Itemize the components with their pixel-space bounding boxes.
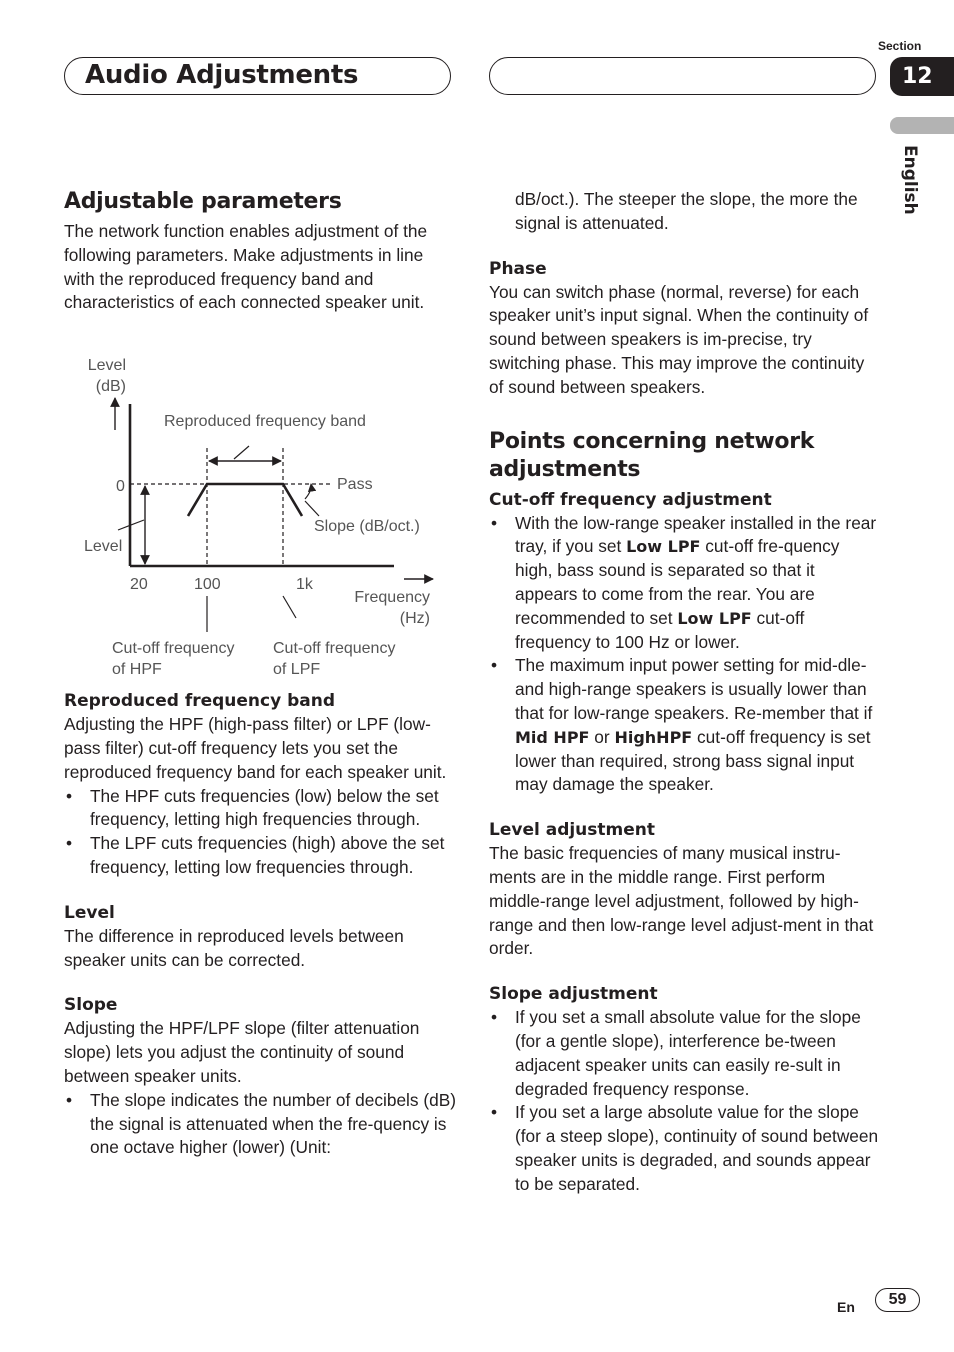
heading-adjustable-parameters: Adjustable parameters	[64, 189, 342, 214]
list-item: • The LPF cuts frequencies (high) above the set frequency, letting low frequencies through.	[64, 832, 456, 880]
response-curve	[188, 484, 302, 516]
language-label: English	[900, 145, 920, 215]
section-number-badge: 12	[890, 57, 954, 96]
list-item: • The maximum input power setting for mid-dle- and high-range speakers is usually lower than that for low-range speakers. Re-member that if Mid HPF or HighHPF cut-off frequency is set lower than required, strong bass signal input may damage the speaker.	[489, 654, 881, 797]
setting-mid-hpf: Mid HPF	[515, 727, 590, 747]
phase-paragraph: You can switch phase (normal, reverse) for each speaker unit’s input signal. When the continuity of sound between speakers is im-precise, try switching phase. This may improve the continuity of sound between speakers.	[489, 281, 869, 397]
lpf-label-line1: Cut-off frequency	[273, 640, 396, 657]
frequency-band-diagram	[64, 348, 456, 698]
setting-high-hpf: HighHPF	[614, 727, 693, 747]
heading-points-network: Points concerning network adjustments	[489, 428, 815, 482]
heading-cutoff-adjustment: Cut-off frequency adjustment	[489, 489, 772, 510]
slope-list	[64, 1089, 456, 1160]
frequency-axis-label: Frequency	[354, 589, 430, 606]
slope-continuation: dB/oct.). The steeper the slope, the more the signal is attenuated.	[515, 189, 858, 233]
level-adjustment-paragraph: The basic frequencies of many musical instru-ments are in the middle range. First perform middle-range level adjustment, followed by high-range and then low-range level adjust-ment in that order.	[489, 843, 874, 959]
language-tab	[890, 117, 954, 134]
frequency-axis-unit: (Hz)	[399, 610, 430, 627]
setting-low-lpf: Low LPF	[677, 608, 752, 628]
title-bar	[64, 57, 451, 95]
tick-label-20: 20	[130, 576, 148, 593]
right-column	[489, 188, 881, 1197]
page-title: Audio Adjustments	[85, 60, 359, 90]
heading-level: Level	[64, 902, 115, 923]
level-label: Level	[84, 538, 123, 555]
lpf-label-line2: of LPF	[273, 661, 321, 678]
band-label: Reproduced frequency band	[164, 413, 366, 430]
hpf-label-line2: of HPF	[112, 661, 162, 678]
list-item: • The HPF cuts frequencies (low) below the set frequency, letting high frequencies through.	[64, 785, 456, 833]
heading-slope: Slope	[64, 995, 118, 1016]
intro-paragraph: The network function enables adjustment of the following parameters. Make adjustments in line with the reproduced frequency band and characteristics of each connected speaker unit.	[64, 221, 428, 313]
slope-label: Slope (dB/oct.)	[314, 518, 420, 535]
list-item: • With the low-range speaker installed in the rear tray, if you set Low LPF cut-off fre-quency high, bass sound is separated so that it appears to come from the rear. You are recommended to set Low LPF cut-off frequency to 100 Hz or lower.	[489, 512, 881, 655]
band-leader-line	[234, 446, 249, 459]
footer-language: En	[837, 1299, 855, 1315]
level-axis-label: Level	[87, 357, 126, 374]
header-blank-bar	[489, 57, 876, 95]
list-item: • The slope indicates the number of decibels (dB) the signal is attenuated when the fre-quency is one octave higher (lower) (Unit:	[64, 1089, 456, 1160]
hpf-label-line1: Cut-off frequency	[112, 640, 235, 657]
tick-label-1k: 1k	[296, 576, 313, 593]
slope-leader-line	[305, 501, 319, 516]
tick-label-100: 100	[194, 576, 221, 593]
list-item: • If you set a small absolute value for the slope (for a gentle slope), interference be-tween adjacent speaker units can easily re-sult in degraded frequency response.	[489, 1006, 881, 1101]
slope-adjustment-list	[489, 1006, 881, 1196]
reproduced-paragraph: Adjusting the HPF (high-pass filter) or LPF (low-pass filter) cut-off frequency lets you set the reproduced frequency band for each speaker unit.	[64, 714, 447, 782]
heading-level-adjustment: Level adjustment	[489, 820, 656, 841]
pass-label: Pass	[337, 476, 373, 493]
lpf-leader-line	[283, 596, 296, 618]
setting-low-lpf: Low LPF	[626, 537, 701, 557]
level-axis-unit: (dB)	[95, 378, 126, 395]
level-paragraph: The difference in reproduced levels between speaker units can be corrected.	[64, 925, 404, 970]
reproduced-list	[64, 785, 456, 880]
heading-reproduced-band: Reproduced frequency band	[64, 691, 336, 712]
slope-paragraph: Adjusting the HPF/LPF slope (filter attenuation slope) lets you adjust the continuity of sound between speaker units.	[64, 1018, 420, 1086]
heading-phase: Phase	[489, 258, 547, 279]
heading-slope-adjustment: Slope adjustment	[489, 984, 658, 1005]
slope-arc-icon	[305, 484, 311, 499]
zero-label: 0	[116, 478, 125, 495]
page-number: 59	[875, 1288, 920, 1312]
list-item: • If you set a large absolute value for the slope (for a steep slope), continuity of sound between speaker units is degraded, and sounds appear to be separated.	[489, 1101, 881, 1196]
section-label: Section	[878, 39, 922, 53]
cutoff-list	[489, 512, 881, 798]
